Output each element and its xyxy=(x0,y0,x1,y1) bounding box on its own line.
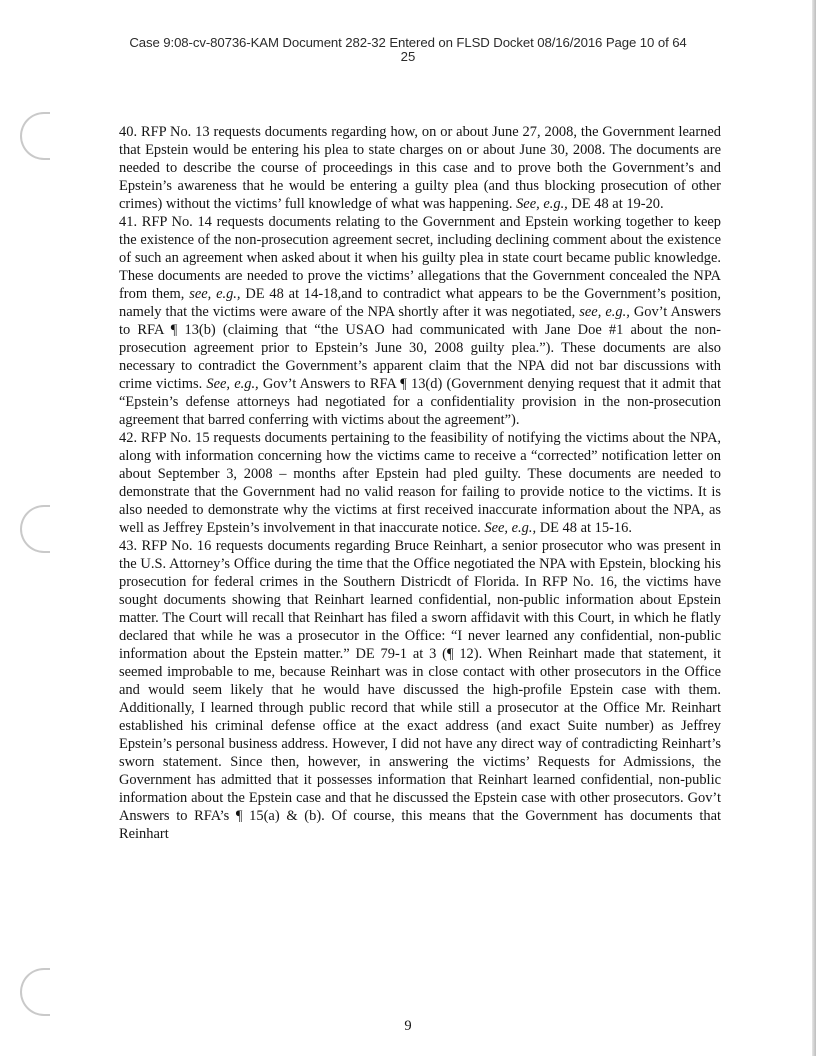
scan-edge-shadow xyxy=(812,0,816,1056)
paragraph xyxy=(119,213,721,429)
paragraph-text: 41. RFP No. 14 requests documents relating to the Government and Epstein working together to keep the existence of the non-prosecution agreement secret, including declining comment about the existence of such an agreement when asked about it when his guilty plea in state court became public knowledge. These documents are needed to prove the victims’ allegations that the Government concealed the NPA from them, xyxy=(119,214,721,302)
paragraph-text: Gov’t Answers to RFA ¶ 13(d) (Government denying request that it admit that “Epstein’s defense attorneys had negotiated for a confidentiality provision in the non-prosecution agreement that barred conferring with victims about the agreement”). xyxy=(119,376,721,428)
citation-signal: See, e.g., xyxy=(516,196,568,212)
paragraph xyxy=(119,429,721,537)
header-page-stamp: 25 xyxy=(400,49,416,64)
paragraph-text: 40. RFP No. 13 requests documents regarding how, on or about June 27, 2008, the Government learned that Epstein would be entering his plea to state charges on or about June 30, 2008. The documents are needed to describe the course of proceedings in this case and to prove both the Government’s and Epstein’s awareness that he would be entering a guilty plea (and thus blocking prosecution of other crimes) without the victims’ full knowledge of what was happening. xyxy=(119,124,721,212)
punch-hole-mark xyxy=(20,112,50,160)
paragraph-text: DE 48 at 14-18,and to contradict what appears to be the Government’s position, namely that the victims were aware of the NPA shortly after it was negotiated, xyxy=(119,286,722,320)
citation-signal: See, e.g., xyxy=(206,376,259,392)
paragraph-text: DE 48 at 19-20. xyxy=(567,196,664,212)
case-header: Case 9:08-cv-80736-KAM Document 282-32 Entered on FLSD Docket 08/16/2016 Page 10 of 64 xyxy=(129,35,687,50)
document-body xyxy=(119,123,721,843)
paragraph xyxy=(119,123,721,213)
punch-hole-mark xyxy=(20,505,50,553)
paragraph-text: DE 48 at 15-16. xyxy=(536,520,632,536)
punch-hole-mark xyxy=(20,968,50,1016)
paragraph-text: Gov’t Answers to RFA ¶ 13(b) (claiming that “the USAO had communicated with Jane Doe #1 about the non-prosecution agreement prior to Epstein’s June 30, 2008 guilty plea.”). These documents are also necessary to contradict the Government’s apparent claim that the NPA did not bar discussions with crime victims. xyxy=(119,304,722,392)
page-number: 9 xyxy=(404,1018,412,1034)
paragraph-text: 42. RFP No. 15 requests documents pertaining to the feasibility of notifying the victims about the NPA, along with information concerning how the victims came to receive a “corrected” notification letter on about September 3, 2008 – months after Epstein had pled guilty. These documents are needed to demonstrate that the Government had no valid reason for failing to provide notice to the victims. It is also needed to demonstrate why the victims at first received inaccurate information about the NPA, as well as Jeffrey Epstein’s involvement in that inaccurate notice. xyxy=(119,430,721,536)
citation-signal: see, e.g., xyxy=(579,304,630,320)
citation-signal: See, e.g., xyxy=(484,520,537,536)
paragraph-text: 43. RFP No. 16 requests documents regarding Bruce Reinhart, a senior prosecutor who was present in the U.S. Attorney’s Office during the time that the Office negotiated the NPA with Epstein, blocking his prosecution for federal crimes in the Southern Districdt of Florida. In RFP No. 16, the victims have sought documents showing that Reinhart learned confidential, non-public information about Epstein matter. The Court will recall that Reinhart has filed a sworn affidavit with this Court, in which he flatly declared that while he was a prosecutor in the Office: “I never learned any confidential, non-public information about the Epstein matter.” DE 79-1 at 3 (¶ 12). When Reinhart made that statement, it seemed improbable to me, because Reinhart was in close contact with other prosecutors in the Office and would seem likely that he would have discussed the high-profile Epstein case with them. Additionally, I learned through public record that while still a prosecutor at the Office Mr. Reinhart established his criminal defense office at the exact address (and exact Suite number) as Jeffrey Epstein’s personal business address. However, I did not have any direct way of contradicting Reinhart’s sworn statement. Since then, however, in answering the victims’ Requests for Admissions, the Government has admitted that it possesses information that Reinhart learned confidential, non-public information about the Epstein case and that he discussed the Epstein case with other prosecutors. Gov’t Answers to RFA’s ¶ 15(a) & (b). Of course, this means that the Government has documents that Reinhart xyxy=(119,538,721,842)
paragraph xyxy=(119,537,721,843)
citation-signal: see, e.g., xyxy=(189,286,241,302)
